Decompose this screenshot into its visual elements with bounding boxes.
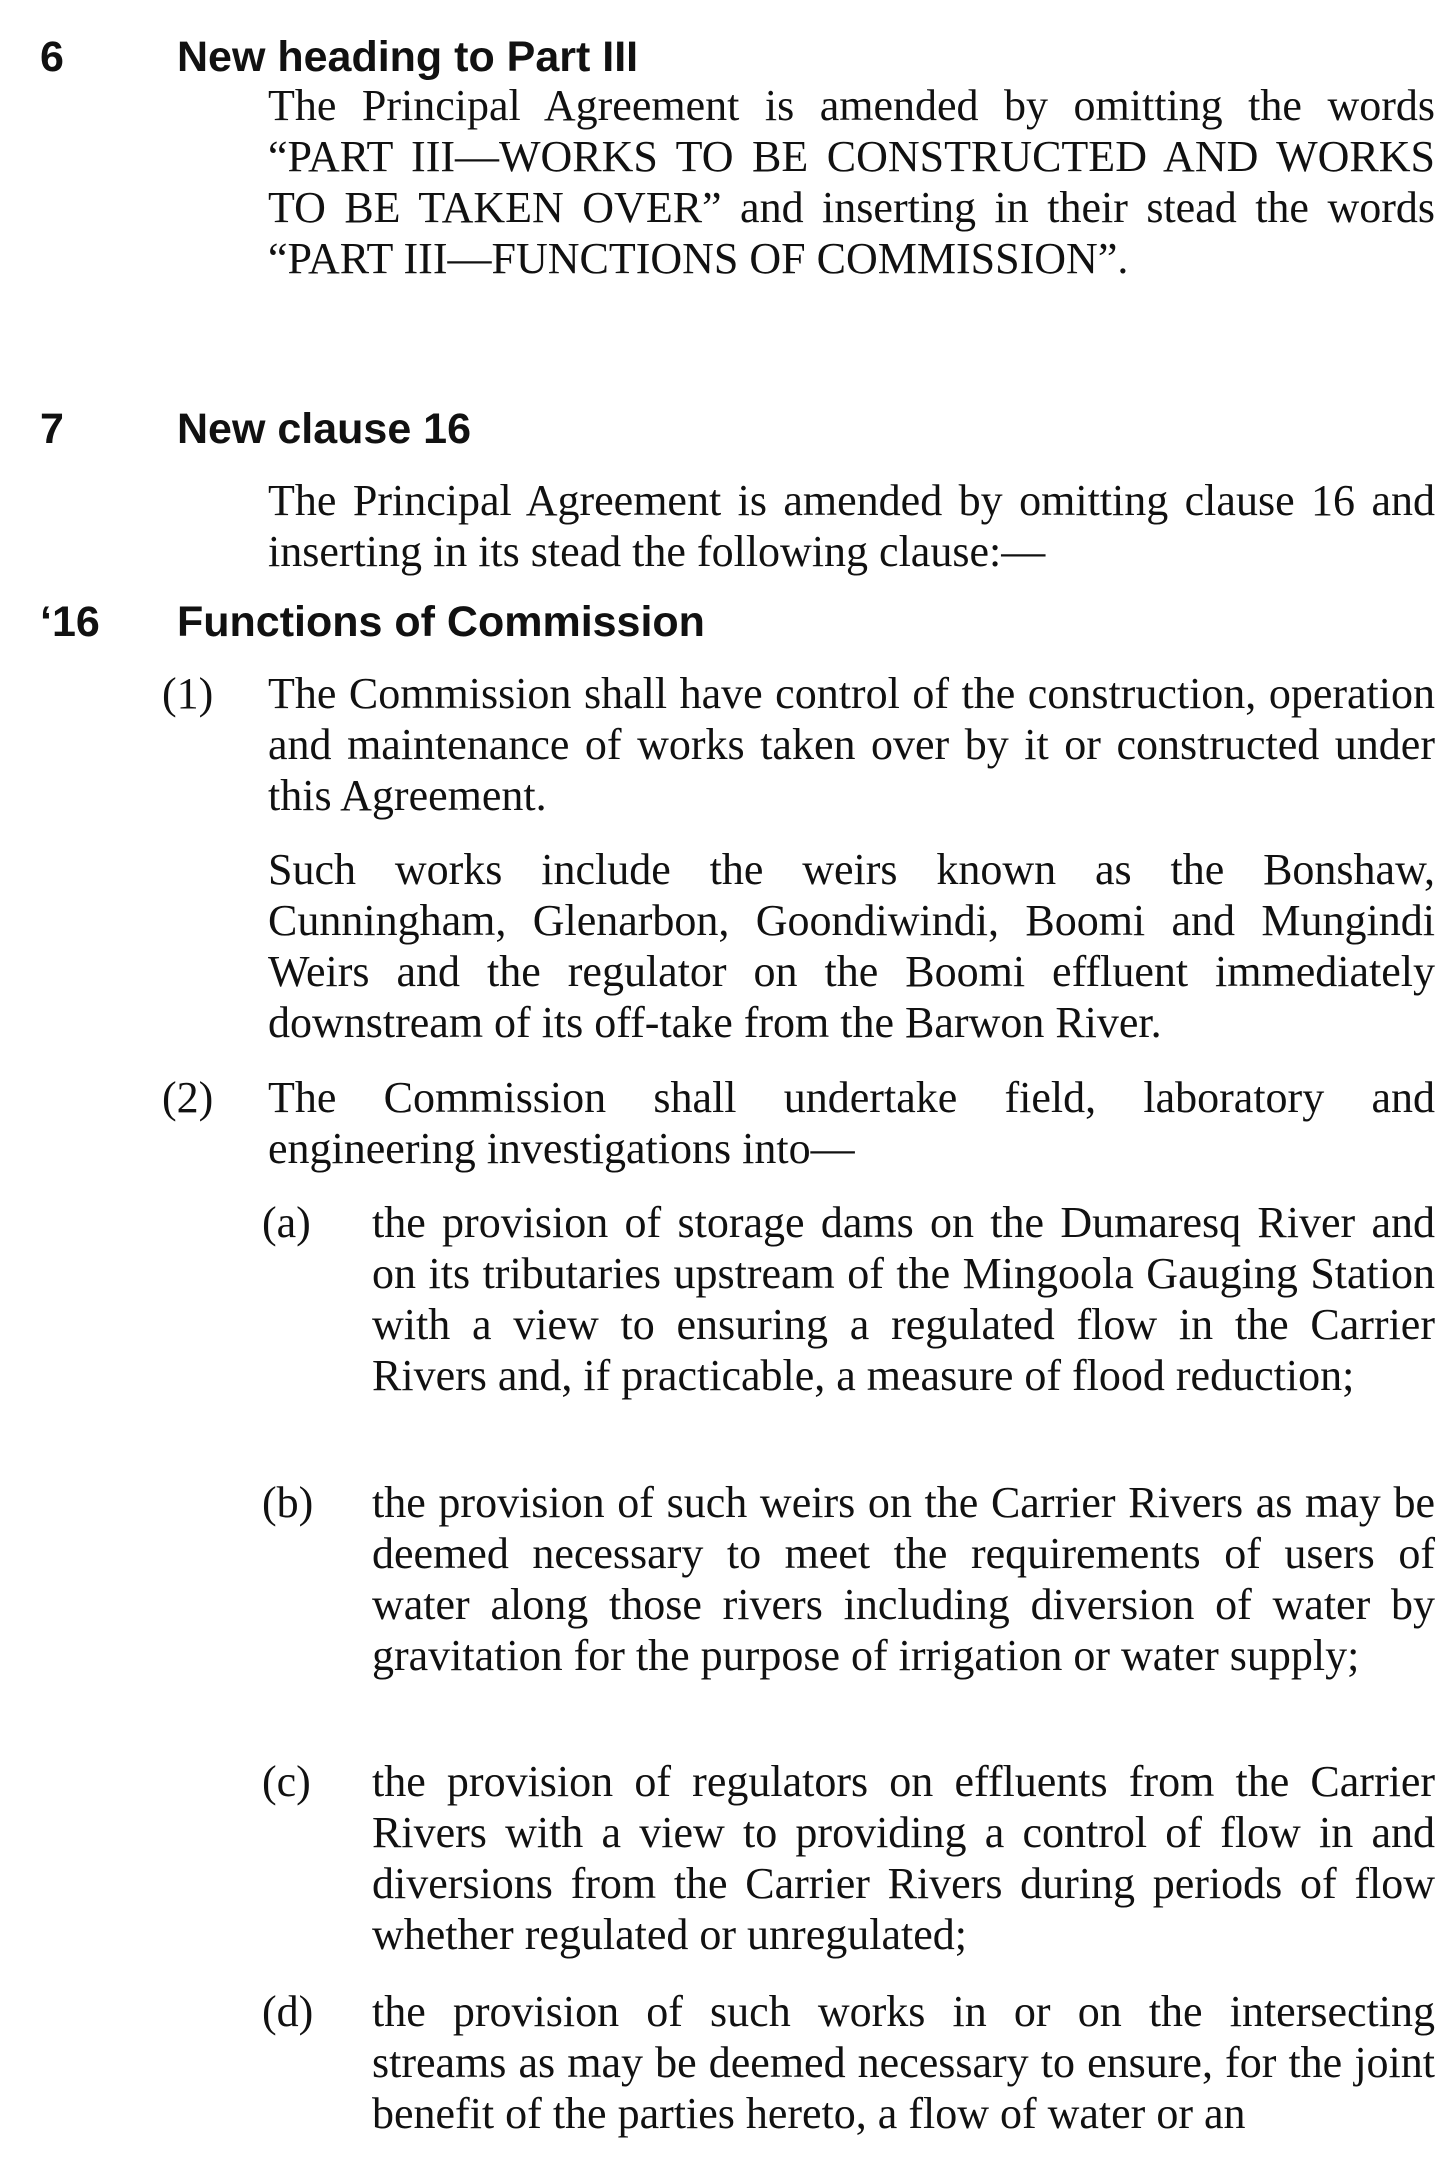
section-7-body: The Principal Agreement is amended by omitting clause 16 and inserting in its stead the following clause:— xyxy=(268,476,1435,576)
subclause-1-label: (1) xyxy=(162,669,214,718)
paragraph-d-label: (d) xyxy=(262,1987,314,2036)
clause-title: Functions of Commission xyxy=(177,598,705,646)
section-number: 7 xyxy=(40,405,64,453)
clause-number: ‘16 xyxy=(40,598,100,646)
paragraph-b-text: the provision of such weirs on the Carrier Rivers as may be deemed necessary to meet the requirements of users of water along those rivers including diversion of water by gravitation for the purpose of irrigation or water supply; xyxy=(372,1478,1435,1680)
subclause-2-text: The Commission shall undertake field, laboratory and engineering investigations into— xyxy=(268,1073,1435,1173)
section-number: 6 xyxy=(40,33,64,81)
paragraph-b-label: (b) xyxy=(262,1478,314,1527)
paragraph-c-text: the provision of regulators on effluents from the Carrier Rivers with a view to providing a control of flow in and diversions from the Carrier Rivers during periods of flow whether regulated or unregulated; xyxy=(372,1757,1435,1959)
subclause-1-text-2: Such works include the weirs known as the Bonshaw, Cunningham, Glenarbon, Goondiwindi, Boomi and Mungindi Weirs and the regulator on the Boomi effluent immediately downstream of its off-take from the Barwon River. xyxy=(268,845,1435,1047)
subclause-2-label: (2) xyxy=(162,1073,214,1122)
paragraph-d-text: the provision of such works in or on the intersecting streams as may be deemed necessary to ensure, for the joint benefit of the parties hereto, a flow of water or an xyxy=(372,1987,1435,2138)
paragraph-a-text: the provision of storage dams on the Dumaresq River and on its tributaries upstream of the Mingoola Gauging Station with a view to ensuring a regulated flow in the Carrier Rivers and, if practicable, a measure of flood reduction; xyxy=(372,1198,1435,1400)
section-title: New clause 16 xyxy=(177,405,472,453)
section-6-body: The Principal Agreement is amended by omitting the words “PART III—WORKS TO BE CONSTRUCTED AND WORKS TO BE TAKEN OVER” and inserting in their stead the words “PART III—FUNCTIONS OF COMMISSION”. xyxy=(268,81,1435,283)
paragraph-c-label: (c) xyxy=(262,1757,311,1806)
subclause-1-text: The Commission shall have control of the construction, operation and maintenance of works taken over by it or constructed under this Agreement. xyxy=(268,669,1435,820)
section-title: New heading to Part III xyxy=(177,33,639,81)
paragraph-a-label: (a) xyxy=(262,1198,311,1247)
